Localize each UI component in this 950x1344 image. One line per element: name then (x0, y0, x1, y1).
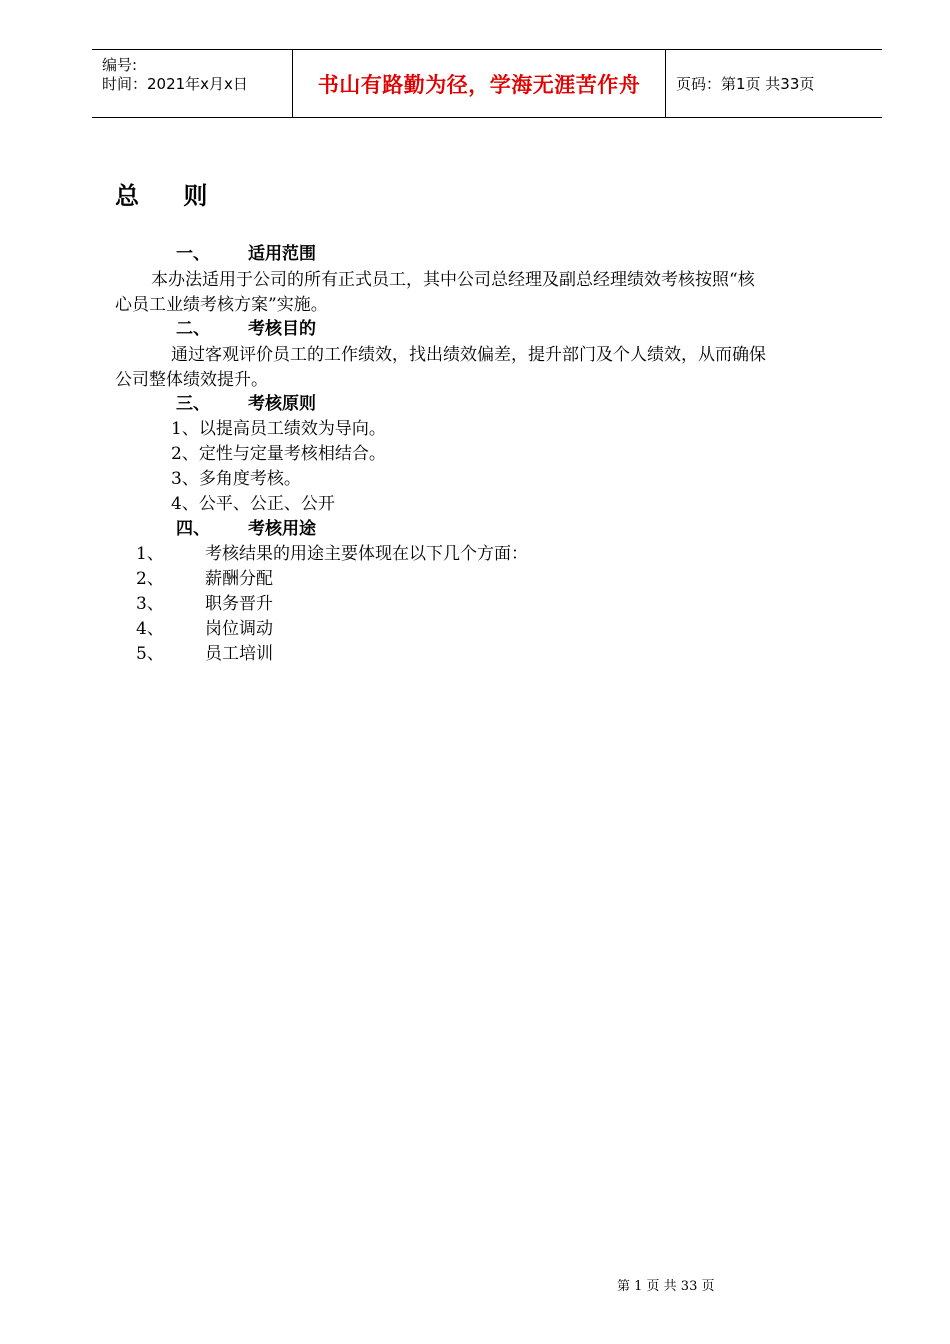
list-item: 职务晋升 (205, 594, 273, 614)
list-item: 员工培训 (205, 644, 273, 664)
header-motto-cell (293, 50, 666, 117)
list-number: 1、 (136, 544, 164, 564)
section-number: 四、 (176, 519, 210, 539)
list-item: 考核结果的用途主要体现在以下几个方面： (205, 544, 528, 564)
section-number: 三、 (176, 394, 210, 414)
header-info-cell (92, 50, 293, 117)
section-heading-2 (176, 314, 316, 339)
list-number: 4、 (136, 619, 164, 639)
time-label: 时间：2021年x月x日 (102, 75, 248, 93)
header-page-cell (666, 50, 882, 117)
section-heading-4 (176, 514, 316, 539)
section-number: 二、 (176, 319, 210, 339)
section-title: 适用范围 (248, 244, 316, 264)
list-item: 4、公平、公正、公开 (171, 494, 335, 514)
section-title: 考核目的 (248, 319, 316, 339)
paragraph-line: 本办法适用于公司的所有正式员工，其中公司总经理及副总经理绩效考核按照“核 (151, 270, 755, 290)
number-label: 编号: (102, 56, 138, 74)
section-title: 考核原则 (248, 394, 316, 414)
list-number: 2、 (136, 569, 164, 589)
list-item: 1、以提高员工绩效为导向。 (171, 419, 386, 439)
section-number: 一、 (176, 244, 210, 264)
paragraph-line: 心员工业绩考核方案”实施。 (115, 295, 328, 315)
document-header (92, 49, 882, 118)
section-title: 考核用途 (248, 519, 316, 539)
section-heading-3 (176, 389, 316, 414)
list-number: 5、 (136, 644, 164, 664)
list-item: 薪酬分配 (205, 569, 273, 589)
list-item: 2、定性与定量考核相结合。 (171, 444, 386, 464)
list-item: 岗位调动 (205, 619, 273, 639)
page-info: 页码：第1页 共33页 (676, 75, 815, 93)
motto: 书山有路勤为径，学海无涯苦作舟 (317, 72, 641, 97)
paragraph-line: 公司整体绩效提升。 (115, 370, 268, 390)
list-number: 3、 (136, 594, 164, 614)
page-footer: 第 1 页 共 33 页 (617, 1279, 715, 1294)
page-title: 总 则 (115, 182, 226, 210)
list-item: 3、多角度考核。 (171, 469, 301, 489)
section-heading-1 (176, 239, 316, 264)
paragraph-line: 通过客观评价员工的工作绩效，找出绩效偏差，提升部门及个人绩效，从而确保 (171, 345, 766, 365)
